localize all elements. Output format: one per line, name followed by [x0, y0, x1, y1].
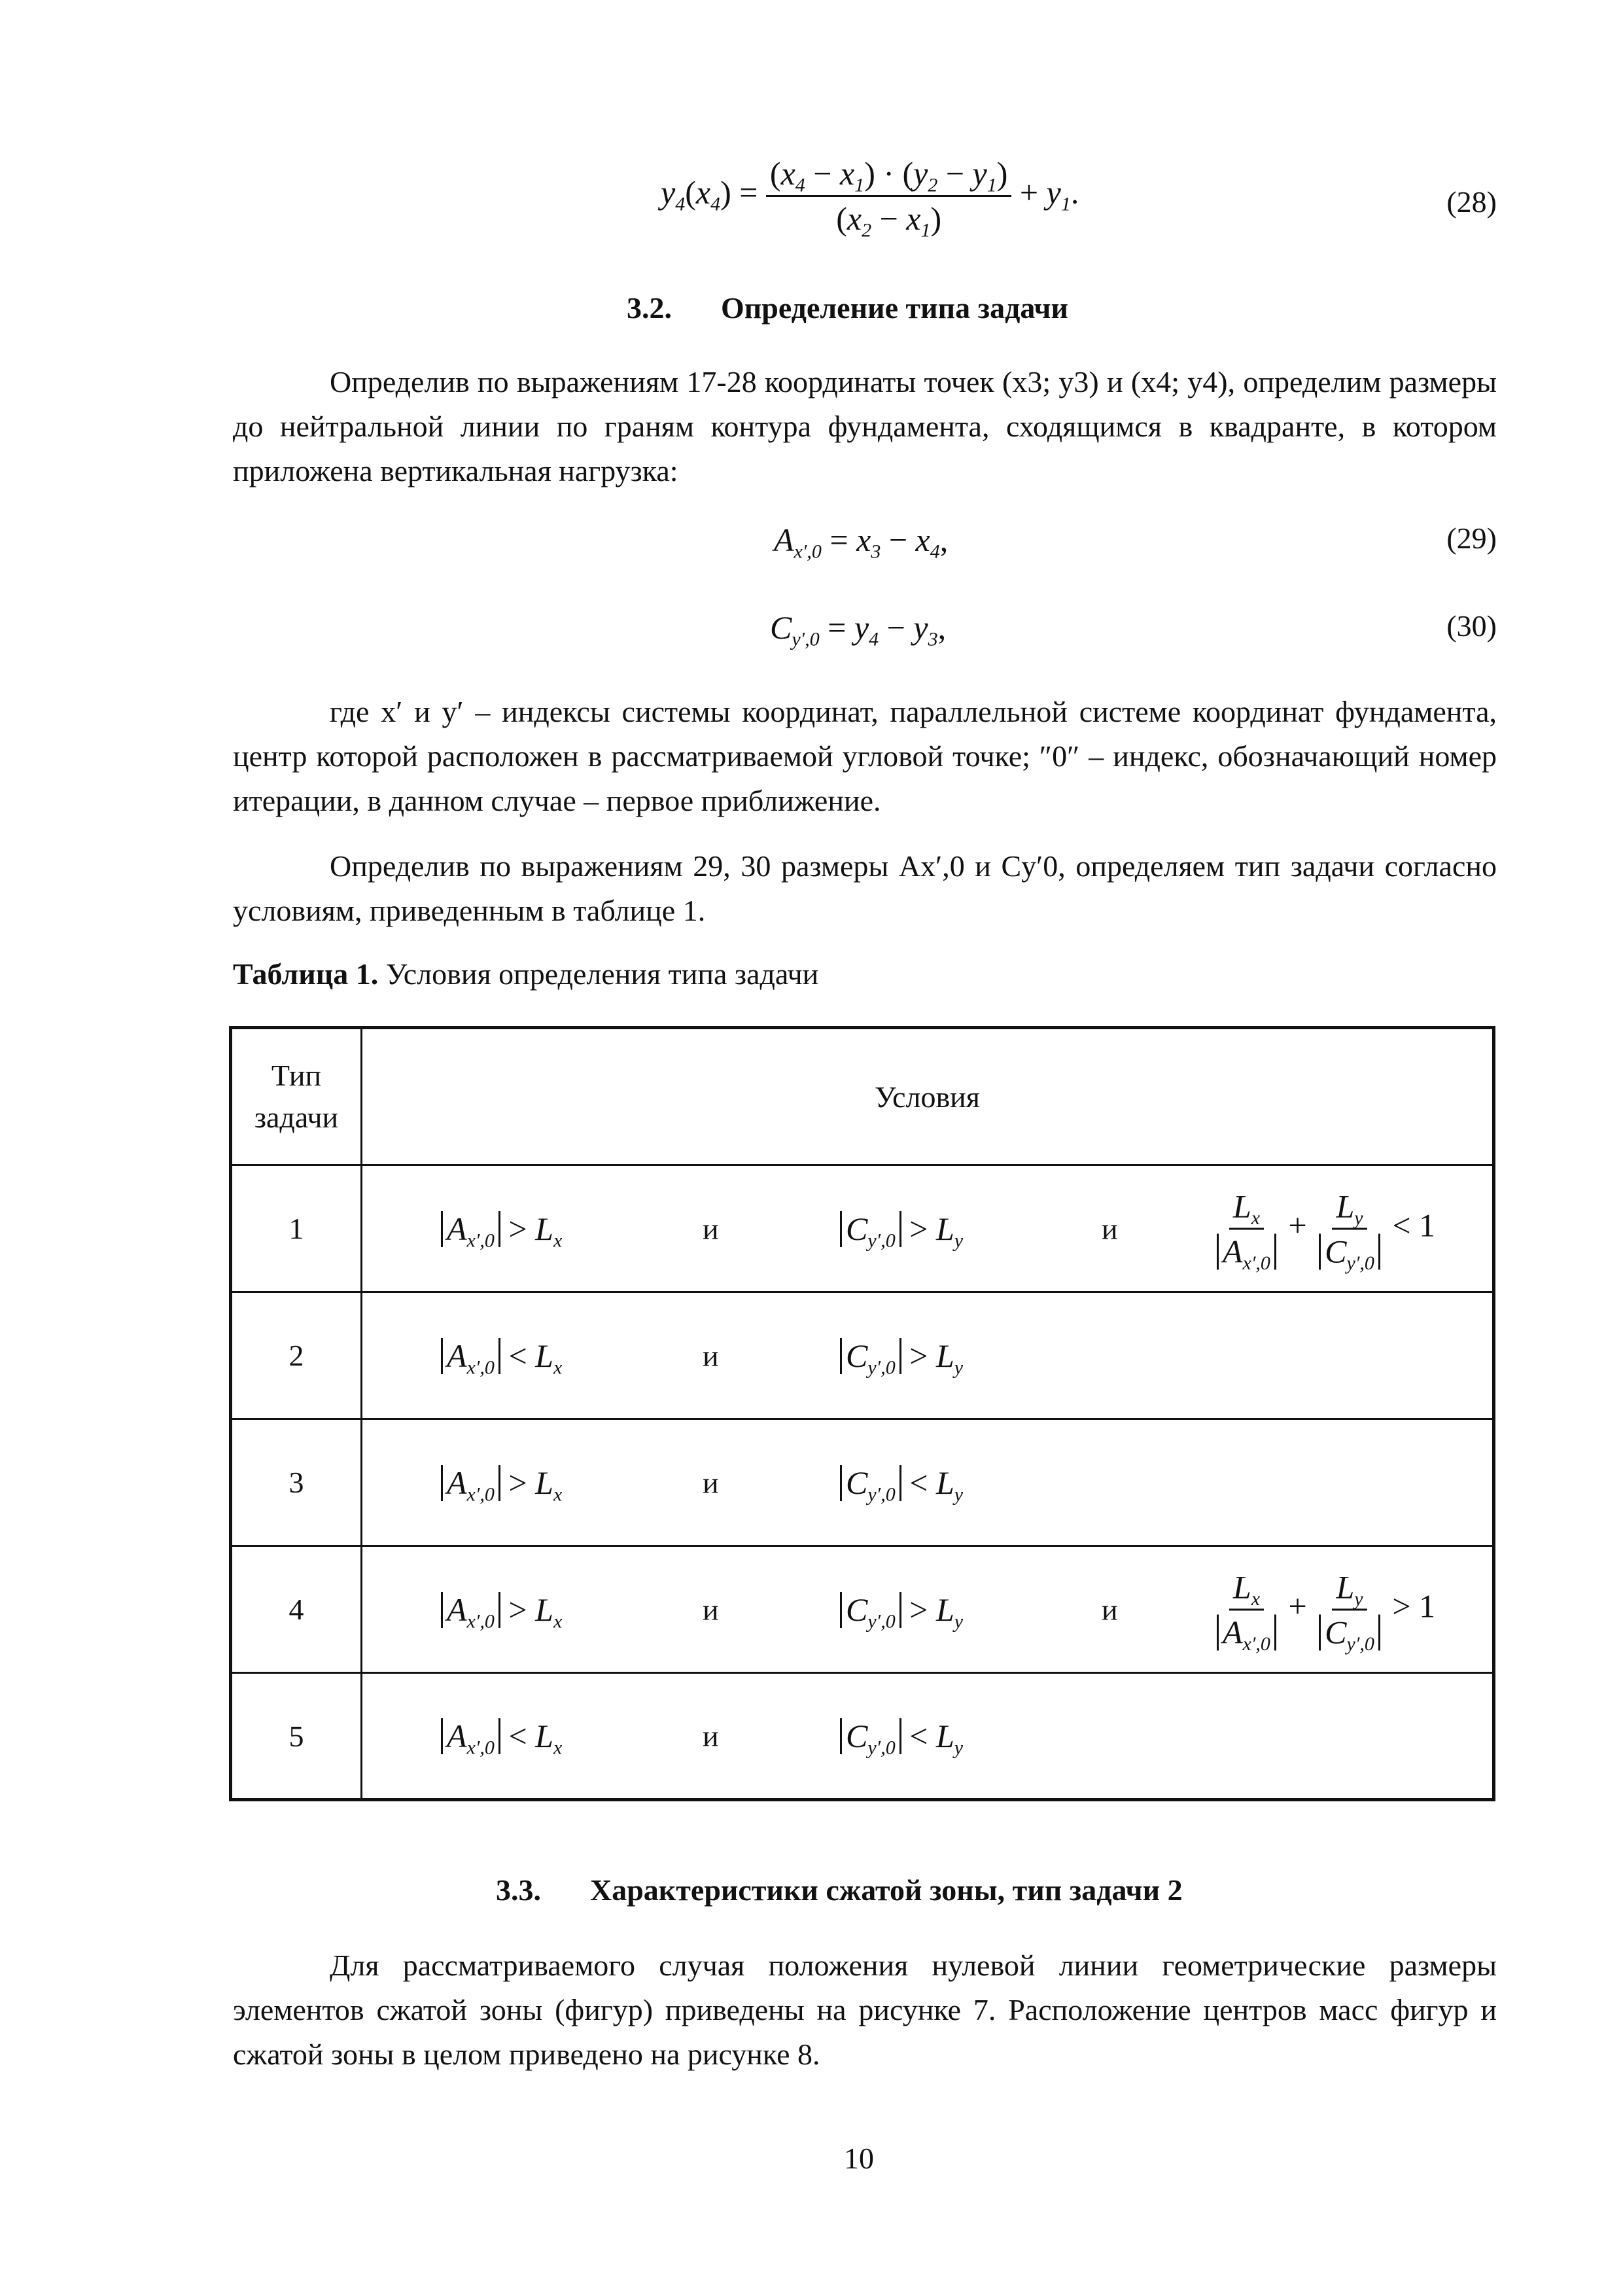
- section-3-3-title: Характеристики сжатой зоны, тип задачи 2: [590, 1873, 1183, 1907]
- paragraph-2-text: где x′ и y′ – индексы системы координат, параллельной системе координат фундамента, центр которой расположен в рассматриваемой угловой точке; ″0″ – индекс, обозначающий номер итерации, в данном случае – первое приближение.: [233, 695, 1497, 817]
- condition-ratio: $\frac{L_x}{A_{x',0}}$ + $\frac{L_y}{C_{y',0}}$ > 1: [1213, 1568, 1435, 1651]
- table-row: [231, 1419, 1494, 1546]
- header-task-type: [231, 1028, 362, 1165]
- paragraph-1: [233, 360, 1497, 493]
- row-conditions: [362, 1673, 1494, 1800]
- paragraph-4-text: Для рассматриваемого случая положения нулевой линии геометрические размеры элементов сжатой зоны (фигур) приведены на рисунке 7. Расположение центров масс фигур и сжатой зоны в целом приведено на рисунке 8.: [233, 1949, 1497, 2071]
- and-word: и: [703, 1466, 719, 1499]
- section-3-2-title: Определение типа задачи: [721, 291, 1068, 325]
- and-word: и: [703, 1339, 719, 1372]
- table-row: [231, 1673, 1494, 1800]
- equation-30: $C_{y',0} = y_4 - y_3$,: [770, 609, 947, 650]
- header-task-type-label: Тип задачи: [254, 1059, 339, 1134]
- table-header-row: [231, 1028, 1494, 1165]
- equation-28-number: (28): [1446, 185, 1497, 219]
- equation-30-number: (30): [1446, 609, 1497, 643]
- row-type-number: 2: [231, 1292, 362, 1419]
- page-number: 10: [844, 2142, 874, 2175]
- and-word: и: [703, 1593, 719, 1626]
- row-conditions: [362, 1419, 1494, 1546]
- paragraph-1-text: Определив по выражениям 17-28 координаты точек (x3; y3) и (x4; y4), определим размеры до нейтральной линии по граням контура фундамента, сходящимся в квадранте, в котором приложена вертикальная нагрузка:: [233, 365, 1497, 487]
- condition-c: $C_{y',0} < L_y$: [840, 1464, 963, 1502]
- equation-29: $A_{x',0} = x_3 - x_4$,: [774, 521, 949, 563]
- condition-a: $A_{x',0} > L_x$: [441, 1464, 562, 1502]
- and-word: и: [703, 1719, 719, 1753]
- table-row: [231, 1292, 1494, 1419]
- table-row: [231, 1165, 1494, 1292]
- paragraph-4: [233, 1943, 1497, 2077]
- row-conditions: [362, 1546, 1494, 1673]
- table-caption-label: Таблица 1.: [233, 957, 379, 991]
- row-conditions: [362, 1165, 1494, 1292]
- section-3-2-number: 3.2.: [627, 291, 672, 325]
- paragraph-2: [233, 690, 1497, 823]
- header-conditions: Условия: [362, 1028, 1494, 1165]
- and-word: и: [703, 1212, 719, 1245]
- condition-a: $A_{x',0} > L_x$: [441, 1210, 562, 1248]
- row-type-number: 3: [231, 1419, 362, 1546]
- condition-ratio: $\frac{L_x}{A_{x',0}}$ + $\frac{L_y}{C_{y',0}}$ < 1: [1213, 1187, 1435, 1270]
- row-type-number: 4: [231, 1546, 362, 1673]
- paragraph-3: [233, 844, 1497, 933]
- row-type-number: 1: [231, 1165, 362, 1292]
- condition-c: $C_{y',0} > L_y$: [840, 1591, 963, 1629]
- condition-c: $C_{y',0} < L_y$: [840, 1717, 963, 1755]
- conditions-table: [229, 1026, 1495, 1801]
- condition-a: $A_{x',0} < L_x$: [441, 1337, 562, 1375]
- condition-c: $C_{y',0} > L_y$: [840, 1210, 963, 1248]
- condition-a: $A_{x',0} < L_x$: [441, 1717, 562, 1755]
- equation-29-number: (29): [1446, 521, 1497, 555]
- table-row: [231, 1546, 1494, 1673]
- and-word: и: [1102, 1593, 1118, 1626]
- and-word: и: [1102, 1212, 1118, 1245]
- condition-a: $A_{x',0} > L_x$: [441, 1591, 562, 1629]
- equation-28: $y_4(x_4)$ = $\frac{(x_4 - x_1) \cdot (y_2 - y_1)}{(x_2 - x_1)}$ + $y_1$.: [661, 155, 1079, 241]
- paragraph-3-text: Определив по выражениям 29, 30 размеры Ax′,0 и Cy′0, определяем тип задачи согласно условиям, приведенным в таблице 1.: [233, 849, 1497, 927]
- section-3-3-number: 3.3.: [496, 1873, 541, 1907]
- table-caption: [233, 957, 818, 991]
- table-caption-text: Условия определения типа задачи: [385, 957, 819, 991]
- row-conditions: [362, 1292, 1494, 1419]
- row-type-number: 5: [231, 1673, 362, 1800]
- condition-c: $C_{y',0} > L_y$: [840, 1337, 963, 1375]
